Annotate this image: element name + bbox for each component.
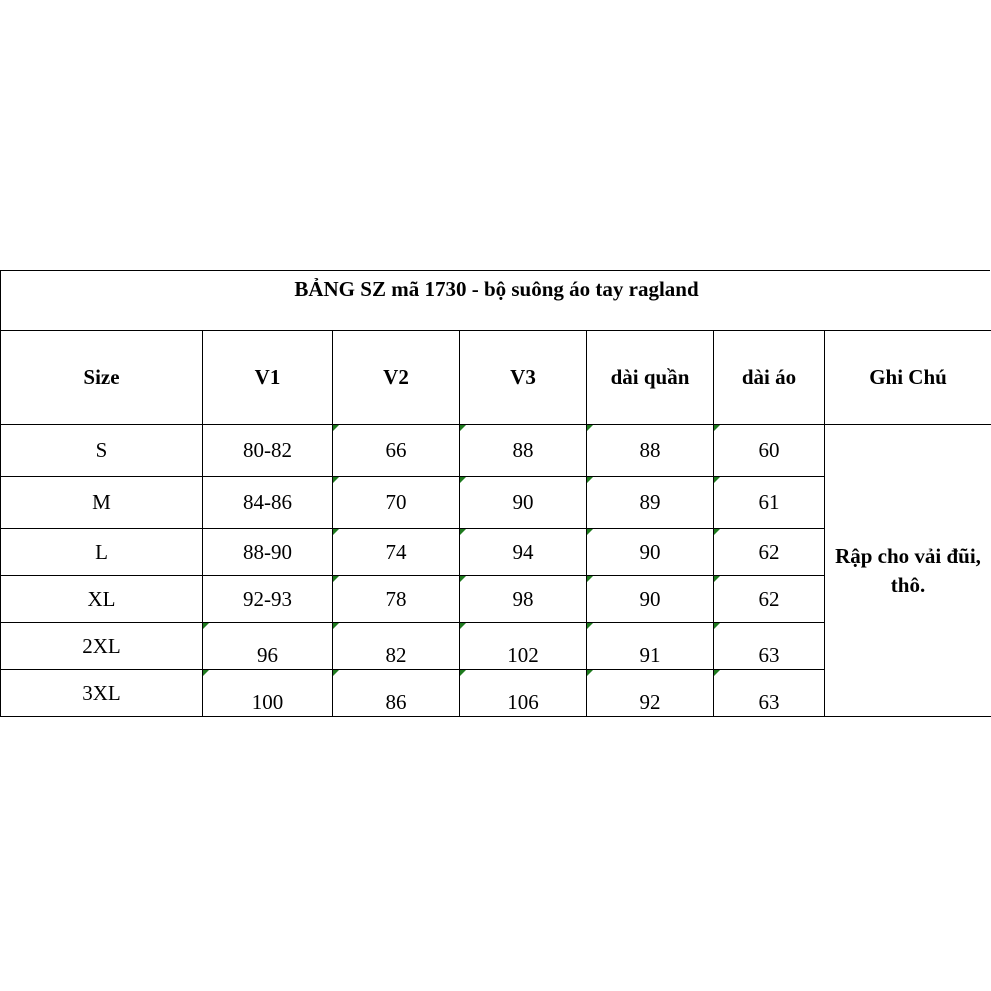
cell-v2: 74	[333, 529, 460, 576]
cell-v2: 82	[333, 623, 460, 670]
size-table	[0, 330, 991, 717]
header-row	[1, 331, 991, 425]
cell-v3: 88	[460, 425, 587, 477]
cell-dai-ao: 61	[714, 477, 825, 529]
cell-dai-ao: 62	[714, 576, 825, 623]
cell-v3: 106	[460, 670, 587, 717]
cell-v3: 102	[460, 623, 587, 670]
cell-dai-ao: 63	[714, 670, 825, 717]
header-size: Size	[1, 331, 203, 425]
cell-size: 3XL	[1, 670, 203, 717]
cell-dai-quan: 91	[587, 623, 714, 670]
cell-v2: 86	[333, 670, 460, 717]
header-v3: V3	[460, 331, 587, 425]
cell-v1: 92-93	[203, 576, 333, 623]
header-dai-ao: dài áo	[714, 331, 825, 425]
title-box	[0, 270, 990, 331]
cell-v1: 100	[203, 670, 333, 717]
cell-v2: 78	[333, 576, 460, 623]
cell-v2: 66	[333, 425, 460, 477]
cell-v3: 94	[460, 529, 587, 576]
cell-dai-quan: 89	[587, 477, 714, 529]
cell-v1: 80-82	[203, 425, 333, 477]
header-v2: V2	[333, 331, 460, 425]
cell-v1: 88-90	[203, 529, 333, 576]
cell-v1: 96	[203, 623, 333, 670]
cell-dai-quan: 88	[587, 425, 714, 477]
cell-v3: 98	[460, 576, 587, 623]
header-dai-quan: dài quần	[587, 331, 714, 425]
header-ghi-chu: Ghi Chú	[825, 331, 991, 425]
header-v1: V1	[203, 331, 333, 425]
table-row	[1, 425, 991, 477]
cell-size: L	[1, 529, 203, 576]
cell-size: XL	[1, 576, 203, 623]
cell-note: Rập cho vải đũi, thô.	[825, 425, 991, 717]
cell-dai-quan: 90	[587, 529, 714, 576]
cell-v1: 84-86	[203, 477, 333, 529]
cell-v3: 90	[460, 477, 587, 529]
cell-dai-quan: 90	[587, 576, 714, 623]
size-chart	[0, 270, 991, 720]
cell-dai-ao: 62	[714, 529, 825, 576]
cell-size: M	[1, 477, 203, 529]
cell-dai-ao: 60	[714, 425, 825, 477]
cell-v2: 70	[333, 477, 460, 529]
cell-dai-ao: 63	[714, 623, 825, 670]
chart-title: BẢNG SZ mã 1730 - bộ suông áo tay ragland	[294, 277, 699, 301]
cell-size: S	[1, 425, 203, 477]
cell-dai-quan: 92	[587, 670, 714, 717]
cell-size: 2XL	[1, 623, 203, 670]
